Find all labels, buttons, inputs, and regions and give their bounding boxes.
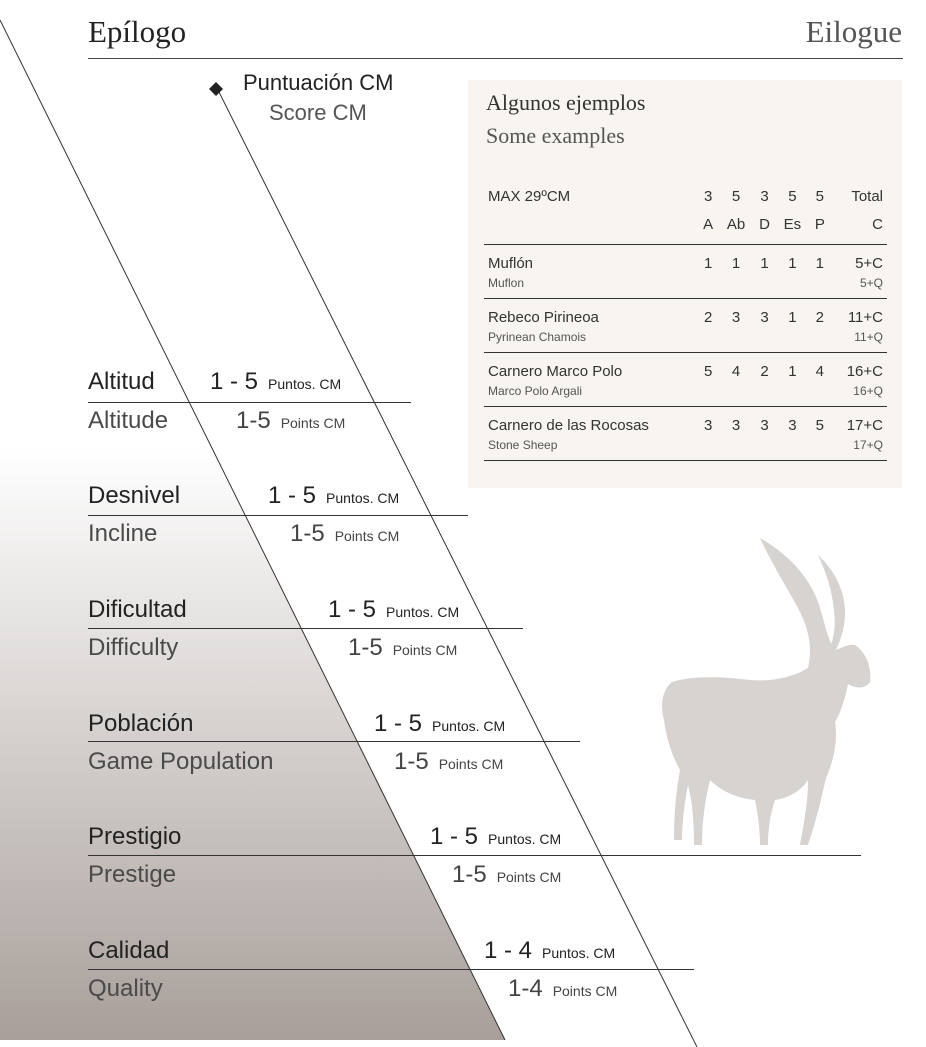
total-es: 5+C: [855, 255, 883, 272]
table-column-row: [484, 214, 887, 245]
criterion-points-es: [328, 596, 459, 624]
unit-es: Puntos. CM: [432, 718, 506, 734]
range-es: 1 - 5: [210, 368, 259, 395]
total-cell: [831, 353, 887, 407]
range-en: 1-5: [290, 520, 325, 547]
table-row: [484, 353, 887, 407]
criterion-points-en: [452, 861, 561, 889]
column-header: Es: [776, 214, 808, 245]
unit-en: Points CM: [334, 528, 400, 544]
goat-silhouette-icon: [662, 538, 870, 845]
diamond-marker-icon: [209, 82, 223, 96]
score-cell: 2: [809, 299, 832, 353]
animal-cell: [484, 353, 697, 407]
score-cell: 1: [809, 245, 832, 299]
criterion-label-es: Altitud: [88, 368, 155, 395]
criterion-points-es: [374, 710, 505, 738]
range-en: 1-4: [508, 975, 543, 1002]
criterion-label-es: Población: [88, 710, 194, 737]
animal-cell: [484, 407, 697, 461]
criterion-divider: [88, 402, 411, 403]
range-es: 1 - 5: [430, 823, 479, 850]
total-es: 16+C: [846, 363, 883, 380]
score-cell: 4: [809, 353, 832, 407]
total-es: 11+C: [847, 309, 883, 326]
criterion-label-en: Difficulty: [88, 634, 179, 661]
criterion-label-en: Game Population: [88, 748, 274, 775]
range-es: 1 - 5: [268, 482, 317, 509]
column-header: P: [809, 214, 832, 245]
score-cell: 1: [776, 299, 808, 353]
total-en: 16+Q: [853, 384, 883, 398]
animal-name-es: Carnero de las Rocosas: [488, 417, 649, 434]
animal-name-en: Muflon: [488, 276, 525, 290]
unit-en: Points CM: [552, 983, 618, 999]
max-value: 3: [703, 188, 713, 205]
criterion-divider: [88, 855, 861, 856]
score-cell: 1: [719, 245, 752, 299]
total-cell: [831, 299, 887, 353]
range-en: 1-5: [452, 861, 487, 888]
examples-panel: [468, 80, 902, 488]
criterion-label-en: Incline: [88, 520, 158, 547]
table-row: [484, 407, 887, 461]
score-cell: 3: [719, 407, 752, 461]
unit-es: Puntos. CM: [542, 945, 616, 961]
score-cell: 1: [697, 245, 720, 299]
unit-en: Points CM: [280, 415, 346, 431]
max-value: 5: [731, 188, 741, 205]
animal-name-en: Marco Polo Argali: [488, 384, 583, 398]
criterion-label-en: Altitude: [88, 407, 169, 434]
criterion-label-es: Dificultad: [88, 596, 187, 623]
score-title-en: Score CM: [269, 100, 367, 125]
animal-name-en: Stone Sheep: [488, 438, 558, 452]
total-en: 5+Q: [859, 276, 883, 290]
animal-name-es: Muflón: [488, 255, 534, 272]
criterion-divider: [88, 515, 468, 516]
score-cell: 2: [697, 299, 720, 353]
table-row: [484, 299, 887, 353]
score-cell: 3: [697, 407, 720, 461]
criterion-label-es: Calidad: [88, 937, 170, 964]
page-title-en: Eilogue: [805, 14, 902, 49]
score-cell: 3: [753, 299, 777, 353]
score-cell: 3: [719, 299, 752, 353]
criterion-points-en: [348, 634, 457, 662]
column-header: A: [697, 214, 720, 245]
criterion-points-es: [268, 482, 399, 510]
criterion-divider: [88, 741, 580, 742]
score-cell: 3: [753, 407, 777, 461]
criterion-points-en: [394, 748, 503, 776]
criterion-points-es: [430, 823, 561, 851]
criterion-label-es: Prestigio: [88, 823, 182, 850]
score-cell: 3: [776, 407, 808, 461]
criterion-label-en: Prestige: [88, 861, 177, 888]
score-cell: 5: [697, 353, 720, 407]
animal-name-es: Rebeco Pirineoa: [488, 309, 599, 326]
score-cell: 1: [776, 245, 808, 299]
criterion-points-en: [508, 975, 617, 1003]
empty-cell: [484, 214, 697, 245]
unit-es: Puntos. CM: [268, 376, 342, 392]
animal-cell: [484, 245, 697, 299]
max-value: 5: [815, 188, 825, 205]
score-cell: 1: [753, 245, 777, 299]
unit-es: Puntos. CM: [488, 831, 562, 847]
examples-title-en: Some examples: [486, 123, 625, 148]
max-value: 5: [788, 188, 797, 205]
score-cell: 5: [809, 407, 832, 461]
range-es: 1 - 4: [484, 937, 533, 964]
criterion-divider: [88, 628, 523, 629]
table-header-row: [484, 184, 887, 214]
score-title-es: Puntuación CM: [243, 70, 394, 95]
range-en: 1-5: [394, 748, 429, 775]
score-cell: 2: [753, 353, 777, 407]
score-cell: 4: [719, 353, 752, 407]
criterion-divider: [88, 969, 694, 970]
animal-name-en: Pyrinean Chamois: [488, 330, 587, 344]
total-en: 11+Q: [854, 330, 883, 344]
examples-table: [484, 184, 887, 461]
criterion-label-es: Desnivel: [88, 482, 181, 509]
animal-cell: [484, 299, 697, 353]
unit-en: Points CM: [496, 869, 562, 885]
examples-title-es: Algunos ejemplos: [486, 90, 646, 115]
max-label: MAX 29ºCM: [488, 188, 571, 205]
max-value: 3: [760, 188, 769, 205]
range-en: 1-5: [348, 634, 383, 661]
range-es: 1 - 5: [328, 596, 377, 623]
total-cell: [831, 407, 887, 461]
header-divider: [88, 58, 903, 59]
column-header: D: [753, 214, 777, 245]
criterion-points-en: [236, 407, 345, 435]
animal-name-es: Carnero Marco Polo: [488, 363, 623, 380]
score-cell: 1: [776, 353, 808, 407]
column-header: C: [831, 214, 887, 245]
total-es: 17+C: [846, 417, 883, 434]
criterion-points-en: [290, 520, 399, 548]
total-label: Total: [851, 188, 883, 205]
criterion-label-en: Quality: [88, 975, 163, 1002]
range-es: 1 - 5: [374, 710, 423, 737]
column-header: Ab: [719, 214, 752, 245]
criterion-points-es: [484, 937, 615, 965]
unit-en: Points CM: [392, 642, 458, 658]
range-en: 1-5: [236, 407, 271, 434]
table-row: [484, 245, 887, 299]
unit-es: Puntos. CM: [386, 604, 460, 620]
criterion-points-es: [210, 368, 341, 396]
unit-es: Puntos. CM: [326, 490, 400, 506]
unit-en: Points CM: [438, 756, 504, 772]
total-en: 17+Q: [853, 438, 883, 452]
total-cell: [831, 245, 887, 299]
page-title-es: Epílogo: [88, 14, 187, 49]
